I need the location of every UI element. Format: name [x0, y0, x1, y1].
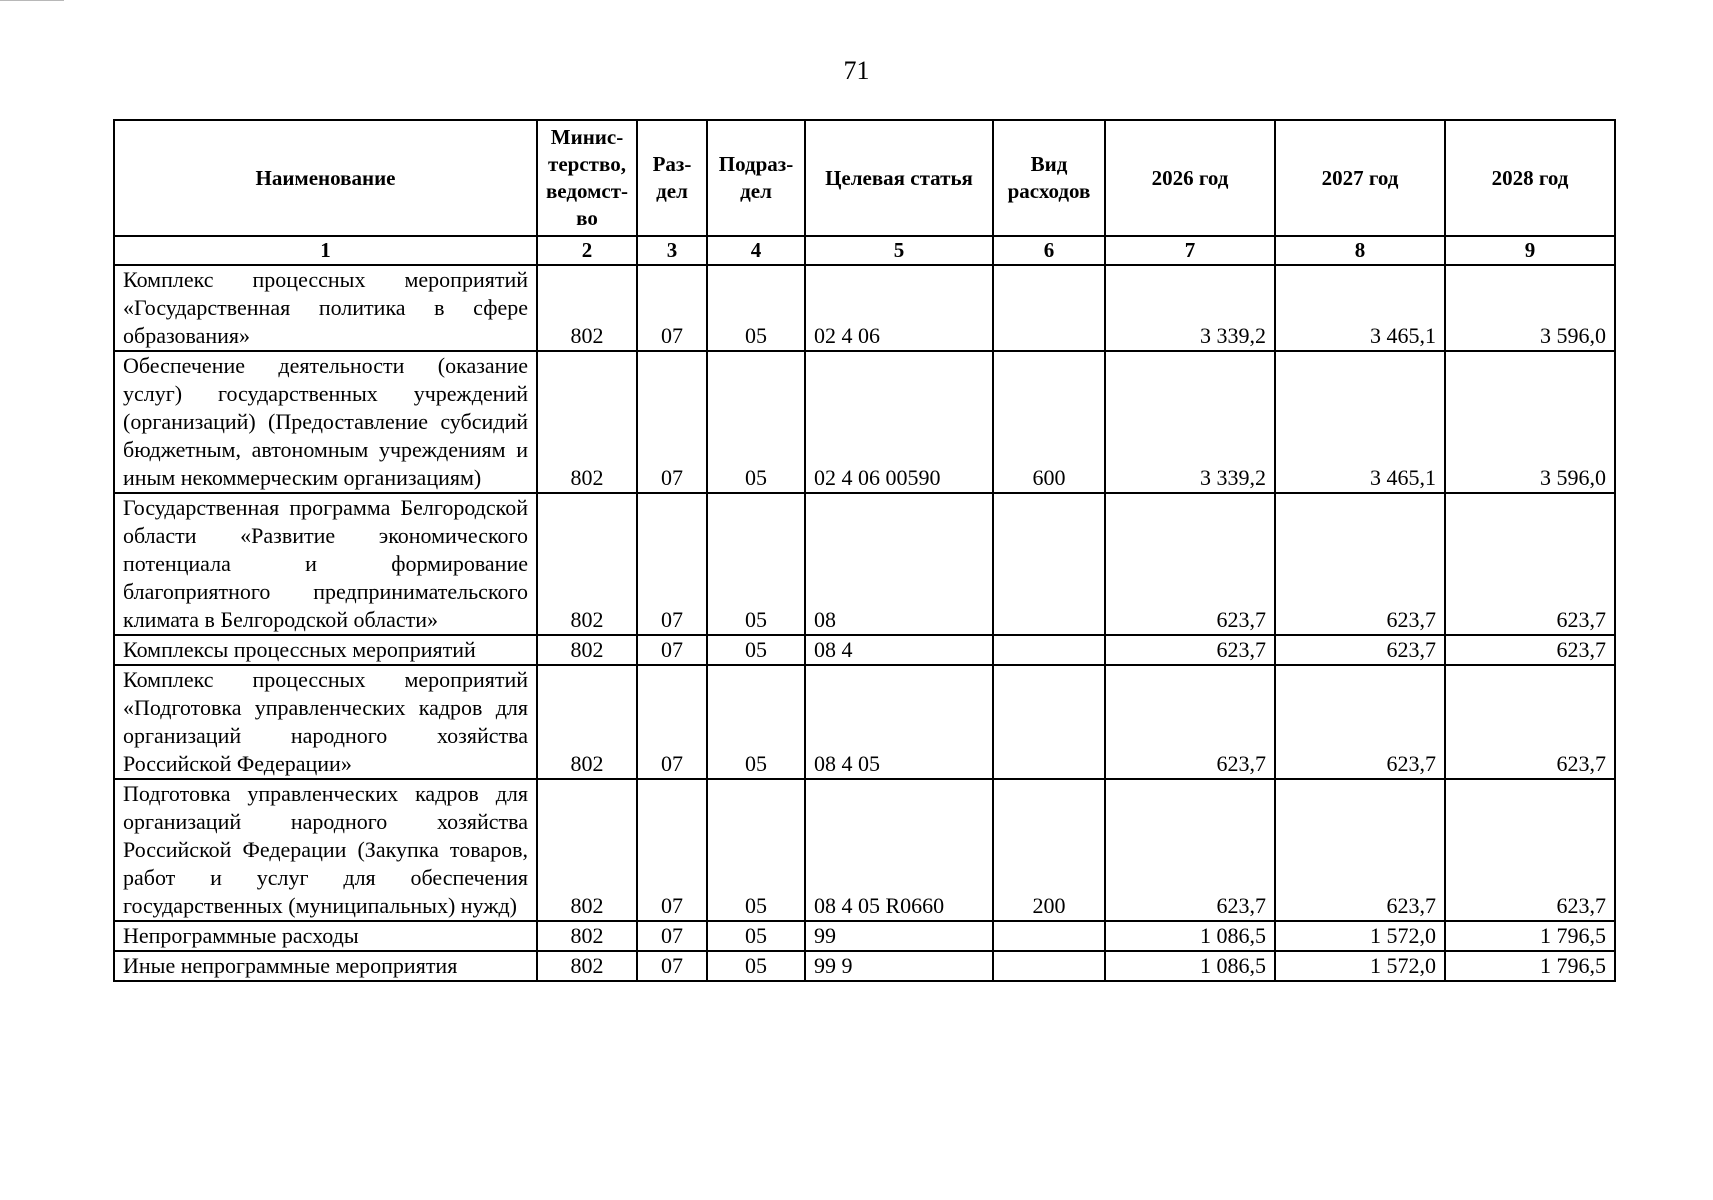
- header-section: Раз-дел: [637, 120, 707, 236]
- row-target: 02 4 06: [805, 265, 993, 351]
- row-target: 08 4: [805, 635, 993, 665]
- row-subsection: 05: [707, 951, 805, 981]
- row-amount-2026: 623,7: [1105, 493, 1275, 635]
- row-ministry: 802: [537, 635, 637, 665]
- row-section: 07: [637, 351, 707, 493]
- row-expense-type: [993, 665, 1105, 779]
- row-subsection: 05: [707, 921, 805, 951]
- row-amount-2028: 623,7: [1445, 493, 1615, 635]
- row-section: 07: [637, 665, 707, 779]
- row-ministry: 802: [537, 951, 637, 981]
- row-target: 02 4 06 00590: [805, 351, 993, 493]
- column-number: 8: [1275, 236, 1445, 265]
- row-section: 07: [637, 779, 707, 921]
- row-expense-type: [993, 921, 1105, 951]
- table-row: [114, 665, 1615, 779]
- row-amount-2026: 623,7: [1105, 665, 1275, 779]
- row-ministry: 802: [537, 493, 637, 635]
- row-name: Подготовка управленческих кадров для организаций народного хозяйства Российской Федерации (Закупка товаров, работ и услуг для обеспечения государственных (муниципальных) нужд): [114, 779, 537, 921]
- row-subsection: 05: [707, 265, 805, 351]
- row-amount-2027: 3 465,1: [1275, 265, 1445, 351]
- row-amount-2027: 623,7: [1275, 635, 1445, 665]
- row-expense-type: [993, 635, 1105, 665]
- row-target: 99 9: [805, 951, 993, 981]
- row-name: Обеспечение деятельности (оказание услуг) государственных учреждений (организаций) (Предоставление субсидий бюджетным, автономным учреждениям и иным некоммерческим организациям): [114, 351, 537, 493]
- row-subsection: 05: [707, 635, 805, 665]
- table-row: [114, 493, 1615, 635]
- header-target: Целевая статья: [805, 120, 993, 236]
- row-amount-2028: 623,7: [1445, 779, 1615, 921]
- row-amount-2026: 3 339,2: [1105, 351, 1275, 493]
- row-amount-2027: 623,7: [1275, 779, 1445, 921]
- row-amount-2026: 3 339,2: [1105, 265, 1275, 351]
- row-amount-2028: 1 796,5: [1445, 921, 1615, 951]
- header-name: Наименование: [114, 120, 537, 236]
- row-name: Комплекс процессных мероприятий «Государственная политика в сфере образования»: [114, 265, 537, 351]
- scan-corner-mark: [0, 0, 64, 5]
- table-row: [114, 265, 1615, 351]
- row-subsection: 05: [707, 779, 805, 921]
- row-target: 99: [805, 921, 993, 951]
- budget-table: [113, 119, 1616, 982]
- row-expense-type: 600: [993, 351, 1105, 493]
- row-subsection: 05: [707, 665, 805, 779]
- row-ministry: 802: [537, 921, 637, 951]
- row-amount-2028: 3 596,0: [1445, 265, 1615, 351]
- table-row: [114, 779, 1615, 921]
- row-name: Непрограммные расходы: [114, 921, 537, 951]
- row-ministry: 802: [537, 665, 637, 779]
- row-name: Иные непрограммные мероприятия: [114, 951, 537, 981]
- header-subsection: Подраз-дел: [707, 120, 805, 236]
- header-expense-type: Вид расходов: [993, 120, 1105, 236]
- row-expense-type: [993, 493, 1105, 635]
- table-row: [114, 921, 1615, 951]
- column-number: 9: [1445, 236, 1615, 265]
- row-ministry: 802: [537, 351, 637, 493]
- column-number: 2: [537, 236, 637, 265]
- row-name: Комплекс процессных мероприятий «Подготовка управленческих кадров для организаций народного хозяйства Российской Федерации»: [114, 665, 537, 779]
- row-amount-2027: 1 572,0: [1275, 921, 1445, 951]
- row-target: 08 4 05: [805, 665, 993, 779]
- row-expense-type: [993, 265, 1105, 351]
- row-amount-2028: 623,7: [1445, 665, 1615, 779]
- row-section: 07: [637, 265, 707, 351]
- row-target: 08: [805, 493, 993, 635]
- row-amount-2026: 623,7: [1105, 635, 1275, 665]
- column-number: 1: [114, 236, 537, 265]
- row-ministry: 802: [537, 265, 637, 351]
- row-amount-2026: 1 086,5: [1105, 921, 1275, 951]
- column-number: 6: [993, 236, 1105, 265]
- row-amount-2027: 623,7: [1275, 493, 1445, 635]
- header-ministry: Минис-терство, ведомст-во: [537, 120, 637, 236]
- row-amount-2028: 3 596,0: [1445, 351, 1615, 493]
- row-subsection: 05: [707, 351, 805, 493]
- row-amount-2026: 1 086,5: [1105, 951, 1275, 981]
- page-number: 71: [843, 56, 870, 85]
- table-row: [114, 351, 1615, 493]
- row-section: 07: [637, 951, 707, 981]
- row-expense-type: 200: [993, 779, 1105, 921]
- column-number-row: [114, 236, 1615, 265]
- row-amount-2027: 1 572,0: [1275, 951, 1445, 981]
- header-row: [114, 120, 1615, 236]
- row-name: Государственная программа Белгородской области «Развитие экономического потенциала и формирование благоприятного предпринимательского климата в Белгородской области»: [114, 493, 537, 635]
- row-target: 08 4 05 R0660: [805, 779, 993, 921]
- header-2026: 2026 год: [1105, 120, 1275, 236]
- row-subsection: 05: [707, 493, 805, 635]
- column-number: 4: [707, 236, 805, 265]
- column-number: 7: [1105, 236, 1275, 265]
- table-row: [114, 951, 1615, 981]
- row-section: 07: [637, 921, 707, 951]
- header-2028: 2028 год: [1445, 120, 1615, 236]
- row-amount-2026: 623,7: [1105, 779, 1275, 921]
- row-name: Комплексы процессных мероприятий: [114, 635, 537, 665]
- row-ministry: 802: [537, 779, 637, 921]
- row-amount-2027: 3 465,1: [1275, 351, 1445, 493]
- row-amount-2027: 623,7: [1275, 665, 1445, 779]
- row-amount-2028: 1 796,5: [1445, 951, 1615, 981]
- row-amount-2028: 623,7: [1445, 635, 1615, 665]
- row-expense-type: [993, 951, 1105, 981]
- row-section: 07: [637, 635, 707, 665]
- column-number: 3: [637, 236, 707, 265]
- table-row: [114, 635, 1615, 665]
- row-section: 07: [637, 493, 707, 635]
- header-2027: 2027 год: [1275, 120, 1445, 236]
- column-number: 5: [805, 236, 993, 265]
